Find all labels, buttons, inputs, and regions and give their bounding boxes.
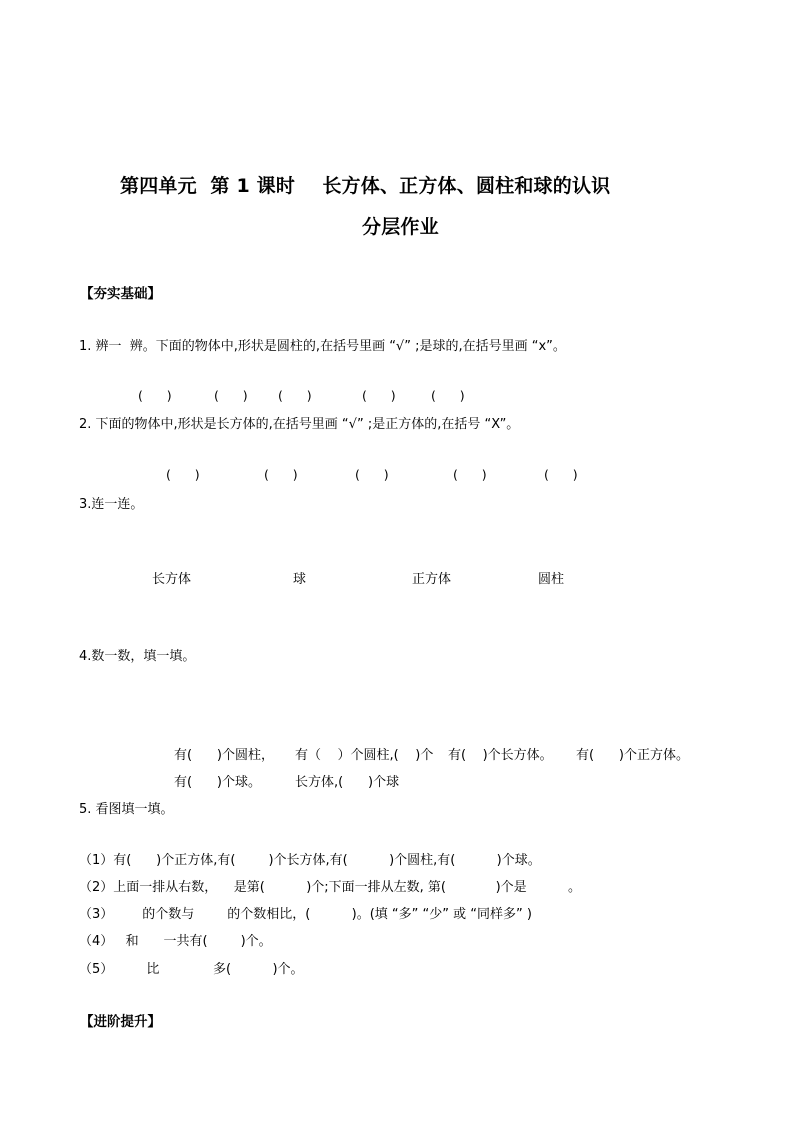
question-4-text: 4.数一数，填一填。: [79, 649, 196, 664]
match-label: 正方体: [412, 572, 452, 587]
q5-item: （3） 的个数与 的个数相比，( )。(填 “多” “少” 或 “同样多” ): [79, 907, 532, 922]
q1-answer-blank[interactable]: ( ): [431, 388, 465, 403]
q5-item: （4） 和 一共有( )个。: [79, 934, 272, 949]
q2-answer-blank[interactable]: ( ): [264, 467, 298, 482]
q2-answer-blank[interactable]: ( ): [355, 467, 389, 482]
match-label: 长方体: [152, 572, 192, 587]
count-fill-item: 长方体,( )个球: [295, 775, 400, 790]
section-advanced-heading: 【进阶提升】: [80, 1014, 161, 1030]
q5-item: （5） 比 多( )个。: [79, 962, 304, 977]
question-1-text: 1. 辨一 辨。下面的物体中,形状是圆柱的,在括号里画 “√” ;是球的,在括号里画 “x”。: [79, 339, 566, 354]
question-5-text: 5. 看图填一填。: [79, 802, 174, 817]
q2-answer-blank[interactable]: ( ): [166, 467, 200, 482]
match-label: 圆柱: [538, 572, 565, 587]
count-fill-item: 有（ ）个圆柱,( )个: [295, 748, 434, 763]
count-fill-item: 有( )个圆柱，: [174, 748, 274, 763]
q5-item: （2）上面一排从右数， 是第( )个;下面一排从左数, 第( )个是 。: [79, 880, 581, 895]
q2-answer-blank[interactable]: ( ): [453, 467, 487, 482]
page-subtitle: 分层作业: [362, 216, 439, 238]
question-3-text: 3.连一连。: [79, 497, 144, 512]
q1-answer-blank[interactable]: ( ): [278, 388, 312, 403]
page-title: 第四单元 第 1 课时 长方体、正方体、圆柱和球的认识: [120, 175, 611, 197]
q1-answer-blank[interactable]: ( ): [362, 388, 396, 403]
count-fill-item: 有( )个长方体。: [448, 748, 553, 763]
section-basic-heading: 【夯实基础】: [80, 286, 161, 302]
count-fill-item: 有( )个球。: [174, 775, 261, 790]
question-2-text: 2. 下面的物体中,形状是长方体的,在括号里画 “√” ;是正方体的,在括号 “X”。: [79, 417, 520, 432]
q1-answer-blank[interactable]: ( ): [138, 388, 172, 403]
q1-answer-blank[interactable]: ( ): [214, 388, 248, 403]
q5-item: （1）有( )个正方体,有( )个长方体,有( )个圆柱,有( )个球。: [79, 853, 541, 868]
match-label: 球: [293, 572, 307, 587]
q2-answer-blank[interactable]: ( ): [544, 467, 578, 482]
count-fill-item: 有( )个正方体。: [576, 748, 689, 763]
